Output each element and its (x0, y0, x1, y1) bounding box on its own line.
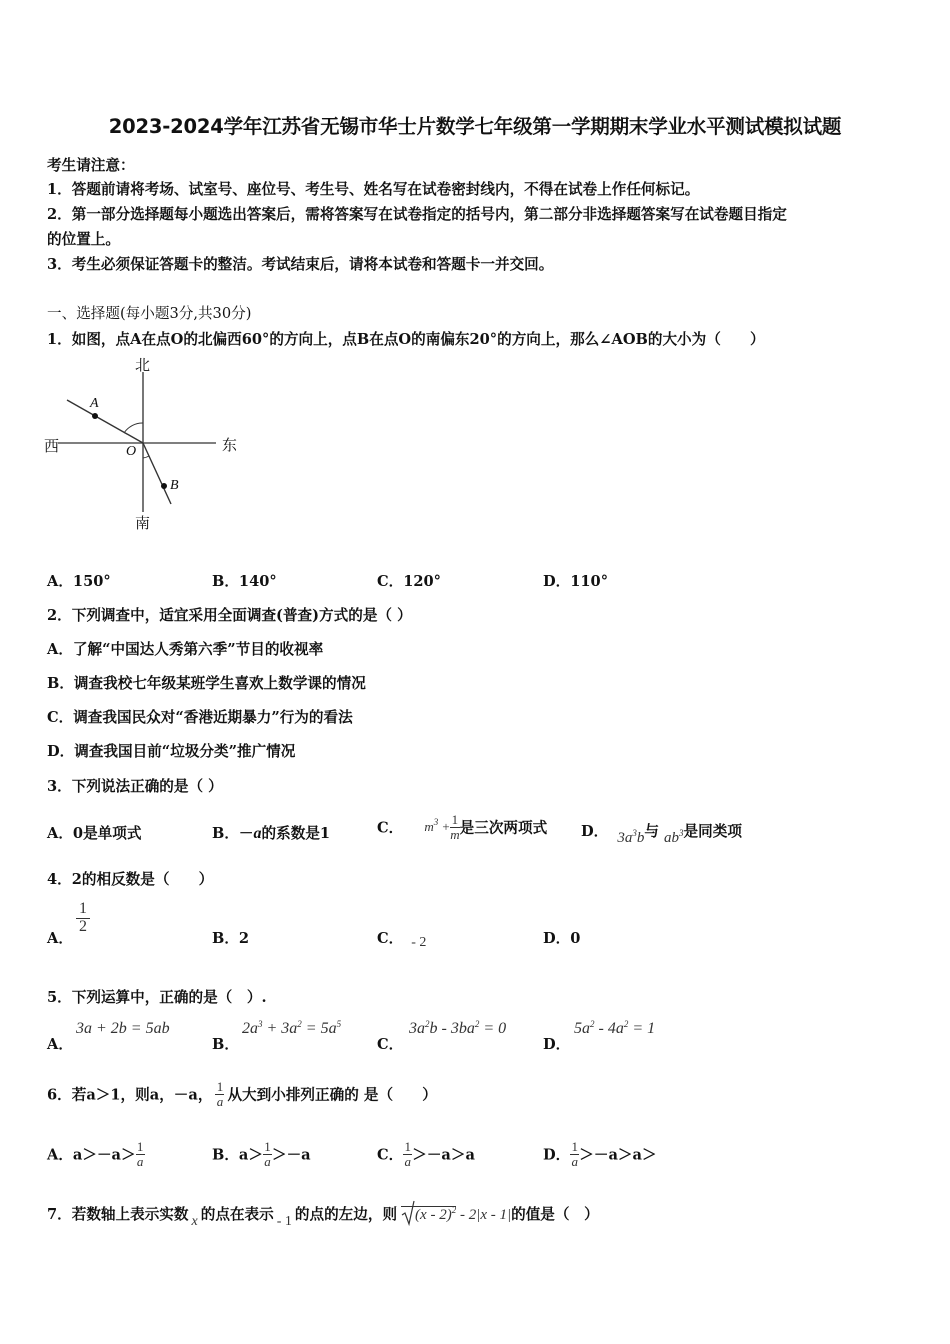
angle-arc-a (124, 423, 143, 433)
q6-b-num: 1 (264, 1139, 271, 1154)
q4-option-a-label[interactable]: A． (47, 930, 73, 947)
q5-option-d-label[interactable]: D． (543, 1036, 571, 1053)
q4-option-d[interactable]: D．0 (543, 930, 581, 947)
q4-a-den: 2 (79, 917, 87, 935)
ray-oa (67, 400, 143, 443)
q3-d-t1exp: 3 (632, 828, 637, 838)
q5-option-d-expr[interactable] (574, 1020, 655, 1038)
q3-d-mid: 与 (644, 823, 659, 840)
sqrt-sign-icon (401, 1200, 415, 1226)
notice-item-2a: 2．第一部分选择题每小题选出答案后，需将答案写在试卷指定的括号内，第二部分非选择题答案写在试卷题目指定 (47, 206, 787, 223)
q4-option-a-frac[interactable] (76, 901, 90, 936)
q6-stem-pre: 6．若a＞1，则a，－a， (47, 1086, 213, 1104)
label-south: 南 (135, 514, 151, 532)
q7-stem (47, 1203, 599, 1229)
q3-d-t2exp: 3 (679, 828, 684, 838)
q3-stem: 3．下列说法正确的是（ ） (47, 778, 223, 795)
label-point-b: B (170, 478, 179, 493)
q2-option-a[interactable]: A．了解“中国达人秀第六季”节目的收视率 (47, 641, 324, 658)
q7-pre: 7．若数轴上表示实数 (47, 1206, 189, 1223)
q6-a-frac (136, 1140, 145, 1168)
q6-d-den: a (571, 1153, 578, 1169)
q4-stem: 4．2的相反数是（ ） (47, 871, 214, 888)
q7-x: x (191, 1214, 198, 1229)
q3-c-m: m (424, 819, 434, 835)
q5-b3e: 5 (336, 1019, 342, 1029)
q5-b1: 2a (242, 1020, 258, 1037)
q1-figure (40, 352, 250, 537)
q3-c-frac (450, 813, 459, 841)
q7-expr1e: 2 (451, 1205, 457, 1215)
q5-c1: 3a (409, 1020, 425, 1037)
q3-option-a[interactable]: A．0是单项式 (47, 825, 142, 842)
q4-c-label: C． (377, 930, 404, 947)
q5-c2e: 2 (474, 1019, 480, 1029)
q5-option-b-label[interactable]: B． (212, 1036, 239, 1053)
q3-b-pre: B．－ (212, 825, 254, 842)
q3-c-den: m (450, 826, 460, 842)
q6-d-post: ＞－a＞a＞ (579, 1146, 657, 1164)
notice-heading: 考生请注意： (47, 157, 135, 174)
page-title: 2023-2024学年江苏省无锡市华士片数学七年级第一学期期末学业水平测试模拟试题 (108, 115, 842, 138)
q3-c-plus: + (441, 819, 451, 835)
q3-option-b[interactable] (212, 822, 330, 843)
q7-neg1: - 1 (276, 1214, 292, 1229)
q7-expression (401, 1206, 511, 1224)
point-b-dot (161, 483, 167, 489)
q7-mid: 的点在表示 (200, 1206, 274, 1223)
q5-d2: - 4a (594, 1020, 624, 1037)
q5-c2: b - 3ba (429, 1020, 475, 1037)
q6-option-c[interactable] (377, 1140, 475, 1168)
q4-a-num: 1 (79, 900, 87, 917)
q1-option-a[interactable]: A．150° (47, 573, 111, 590)
q6-b-frac (263, 1140, 272, 1168)
q3-c-num: 1 (451, 812, 459, 827)
q6-c-frac (403, 1140, 412, 1168)
label-west: 西 (44, 437, 60, 455)
q5-b1e: 3 (258, 1019, 263, 1029)
notice-item-1: 1．答题前请将考场、试室号、座位号、考生号、姓名写在试卷密封线内，不得在试卷上作任何标记。 (47, 181, 700, 198)
q6-c-num: 1 (404, 1139, 411, 1154)
q3-d-post: 是同类项 (683, 823, 742, 840)
q6-stem-den: a (216, 1093, 224, 1109)
q6-d-frac (570, 1140, 579, 1168)
q1-figure-svg (40, 352, 250, 537)
q6-d-num: 1 (571, 1139, 578, 1154)
q6-c-post: ＞－a＞a (412, 1146, 475, 1164)
q4-c-val: - 2 (411, 935, 427, 950)
q5-b3: = 5a (301, 1020, 337, 1037)
q2-option-b[interactable]: B．调查我校七年级某班学生喜欢上数学课的情况 (47, 675, 366, 692)
q6-option-b[interactable] (212, 1140, 311, 1168)
q2-stem: 2．下列调查中，适宜采用全面调查(普查)方式的是（ ） (47, 607, 412, 624)
q3-c-expr (424, 819, 450, 834)
q6-a-num: 1 (136, 1139, 144, 1154)
q6-c-pre: C． (377, 1146, 404, 1164)
label-east: 东 (222, 436, 238, 454)
q6-b-den: a (264, 1153, 271, 1169)
label-point-a: A (90, 396, 99, 411)
notice-item-3: 3．考生必须保证答题卡的整洁。考试结束后，请将本试卷和答题卡一并交回。 (47, 256, 554, 273)
q6-stem-frac (215, 1080, 224, 1108)
q5-option-a-expr[interactable]: 3a + 2b = 5ab (76, 1020, 170, 1037)
q6-c-den: a (404, 1153, 411, 1169)
q4-option-b[interactable]: B．2 (212, 930, 250, 947)
q5-c3: = 0 (479, 1020, 507, 1037)
q2-option-c[interactable]: C．调查我国民众对“香港近期暴力”行为的看法 (47, 709, 353, 726)
q6-option-a[interactable] (47, 1140, 145, 1168)
label-north: 北 (135, 356, 151, 374)
q3-d-t2: ab (664, 830, 680, 846)
notice-item-2b: 的位置上。 (47, 231, 120, 248)
q6-stem (47, 1080, 437, 1108)
q2-option-d[interactable]: D．调查我国目前“垃圾分类”推广情况 (47, 743, 296, 760)
q6-stem-post: 从大到小排列正确的 是（ ） (227, 1086, 437, 1104)
q6-option-d[interactable] (543, 1140, 657, 1168)
q3-d-term2 (664, 830, 684, 846)
q5-b2e: 2 (297, 1019, 302, 1029)
q3-d-label: D． (581, 823, 609, 840)
q3-b-post: 的系数是1 (261, 825, 331, 842)
q5-b2: + 3a (262, 1020, 298, 1037)
q7-expr1: (x - 2) (415, 1207, 452, 1223)
q4-option-c[interactable] (377, 927, 426, 948)
q4-a-frac (76, 901, 90, 936)
q1-option-d[interactable]: D．110° (543, 573, 609, 590)
q5-stem: 5．下列运算中，正确的是（ ）. (47, 989, 267, 1006)
q5-d2e: 2 (623, 1019, 629, 1029)
q6-a-pre: A．a＞－a＞ (47, 1146, 136, 1164)
q6-d-pre: D． (543, 1146, 571, 1164)
q3-c-label: C． (377, 819, 404, 837)
q6-b-pre: B．a＞ (212, 1146, 263, 1164)
ray-ob (143, 443, 171, 504)
q3-option-d[interactable] (581, 820, 742, 846)
q5-option-c-expr[interactable] (409, 1020, 506, 1038)
q1-stem: 1．如图，点A在点O的北偏西60°的方向上，点B在点O的南偏东20°的方向上，那么∠AOB的大小为（ ） (47, 331, 765, 348)
q6-a-den: a (136, 1153, 144, 1169)
q1-option-c[interactable]: C．120° (377, 573, 441, 590)
q5-c1e: 2 (425, 1019, 430, 1029)
q1-option-b[interactable]: B．140° (212, 573, 277, 590)
q5-option-b-expr[interactable] (242, 1020, 341, 1038)
q5-option-a-label[interactable]: A． (47, 1036, 73, 1053)
q5-d1: 5a (574, 1020, 590, 1037)
q6-stem-num: 1 (216, 1079, 224, 1094)
q3-b-var: a (253, 825, 262, 842)
q3-c-exp: 3 (433, 817, 439, 828)
section-heading: 一、选择题(每小题3分,共30分) (47, 305, 252, 322)
label-origin: O (126, 444, 137, 459)
q3-d-term1 (617, 830, 644, 846)
point-a-dot (92, 413, 98, 419)
q5-option-c-label[interactable]: C． (377, 1036, 404, 1053)
q5-d1e: 2 (590, 1019, 595, 1029)
angle-arc-b (143, 456, 149, 458)
q5-d3: = 1 (628, 1020, 656, 1037)
q7-post: 的值是（ ） (511, 1206, 599, 1223)
q7-mid2: 的点的左边，则 (294, 1206, 398, 1223)
q3-d-t1b: b (636, 830, 645, 846)
q3-d-t1: 3a (617, 830, 633, 846)
q3-option-c[interactable] (377, 813, 547, 841)
q6-b-post: ＞－a (271, 1146, 311, 1164)
q3-c-post: 是三次两项式 (459, 819, 548, 837)
q7-expr2: - 2|x - 1| (456, 1207, 512, 1223)
